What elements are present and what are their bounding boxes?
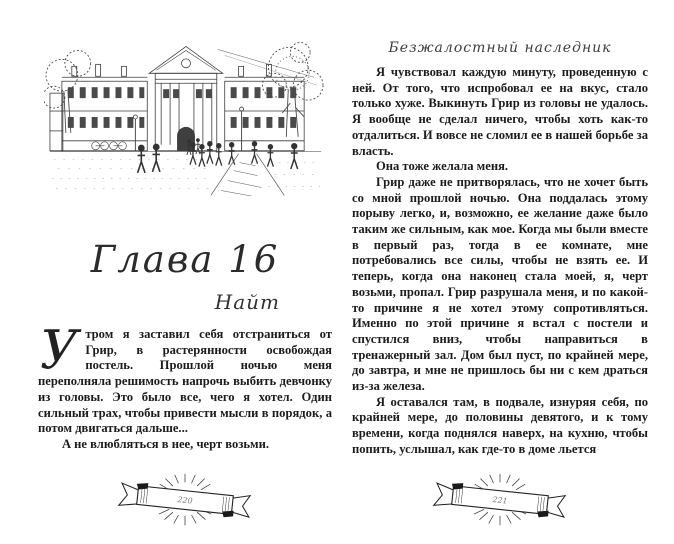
- running-head: Безжалостный наследник: [388, 40, 612, 56]
- ribbon-banner-icon: [115, 470, 255, 532]
- chapter-title: Глава 16: [90, 238, 280, 281]
- paragraph: Грир даже не притворялась, что не хочет быть со мной прошлой ночью. Она поддалась этому порыву легко, и, возможно, ее желание даже было таким же сильным, как мое. Когда мы были вместе в первый раз, тогда в ее комнате, мне потребовались все силы, чтобы не взять ее. И теперь, когда она наконец стала моей, я, черт возьми, пропал. Грир разрушала меня, и по какой-то причине я не хотел этому сопротивляться. Именно по этой причине я встал с постели и спустился вниз, чтобы направиться в тренажерный зал. Дом был пуст, по крайней мере, до завтра, и мне не пришлось бы ни с кем драться из-за железа.: [352, 174, 648, 394]
- left-page-text: [38, 320, 332, 453]
- chapter-subtitle: Найт: [214, 290, 280, 314]
- paragraph: Она тоже желала меня.: [375, 159, 509, 174]
- drop-cap: У: [40, 320, 79, 381]
- paragraph: Я оставался там, в подвале, изнуряя себя, по крайней мере, до половины девятого, и к тому времени, когда поднялся наверх, на кухню, чтобы попить, услышал, как где-то в доме льется: [352, 394, 648, 456]
- paragraph: А не влюбляться в нее, черт возьми.: [61, 436, 270, 451]
- page-number-right: 221: [491, 495, 508, 506]
- right-page-text: [352, 65, 648, 458]
- ribbon-banner-icon: [430, 470, 570, 532]
- page-left: [38, 0, 332, 544]
- page-number-left: 220: [176, 495, 193, 506]
- building-sketch-image: [44, 33, 327, 196]
- page-right: [352, 0, 648, 544]
- page-number-ribbon-right: [430, 470, 570, 532]
- paragraph: Утром я заставил себя отстраниться от Грир, в растерянности освобождая постель. Прошлой ночью меня переполняла решимость напрочь выбить девчонку из головы. Это было все, чего я хотел. Один сильный трах, чтобы привести мысли в порядок, а потом двигаться дальше...: [38, 320, 332, 436]
- chapter-illustration: [44, 33, 327, 196]
- page-number-ribbon-left: [115, 470, 255, 532]
- paragraph: Я чувствовал каждую минуту, проведенную с ней. От того, что испробовал ее на вкус, стало только хуже. Выкинуть Грир из головы не удалось. Я вообще не сделал ничего, чтобы хоть как-то отдалиться. И вовсе не сломил ее в нашей борьбе за власть.: [352, 65, 648, 158]
